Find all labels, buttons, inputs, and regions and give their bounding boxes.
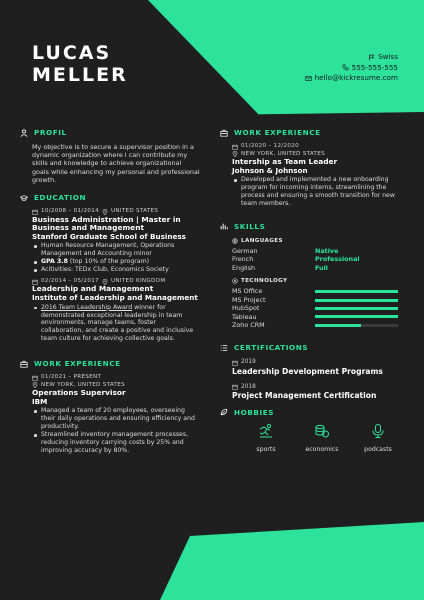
phone-text: 555-555-555 (351, 62, 398, 72)
education-location: UNITED KINGDOM (110, 277, 166, 284)
person-icon (20, 129, 28, 137)
skill-bar-fill (315, 315, 398, 318)
work-dates: 01/2020 – 12/2020 (241, 143, 299, 149)
contact-info (305, 52, 398, 84)
skill-bar-fill (315, 290, 398, 293)
work-experience-right-section (220, 128, 406, 208)
skills-heading (220, 222, 406, 231)
left-column (20, 128, 200, 455)
certification-year-row (232, 358, 406, 366)
skill-bar-fill (315, 307, 398, 310)
podcasts-icon (370, 423, 386, 439)
skills-title: SKILLS (234, 221, 266, 231)
hobbies-heading (220, 408, 406, 417)
technology-name: HubSpot (232, 304, 260, 313)
skill-bar (315, 315, 398, 318)
calendar-icon (232, 360, 238, 366)
first-name: LUCAS (32, 42, 112, 64)
certifications-heading (220, 343, 406, 352)
hobby-label: podcasts (364, 445, 392, 453)
briefcase-icon (220, 129, 228, 137)
language-level: Native (315, 247, 339, 256)
education-degree: Business Administration | Master in Business and Management (32, 214, 181, 233)
work-heading (20, 359, 200, 368)
work-location: NEW YORK, UNITED STATES (41, 381, 125, 388)
right-column (220, 128, 406, 453)
skill-bar (315, 290, 398, 293)
education-item (20, 208, 200, 274)
location-text: Swiss (378, 52, 398, 61)
work-dates-row (32, 374, 200, 382)
calendar-icon (232, 384, 238, 390)
work-company: IBM (32, 396, 48, 406)
technology-name: Zoho CRM (232, 321, 265, 330)
list-item: Streamlined inventory management processes, reducing inventory carrying costs by 25% and improving accuracy by 80%. (32, 431, 200, 455)
hobbies-section (220, 408, 406, 453)
work-position: Operations Supervisor (32, 388, 126, 398)
education-school: Stanford Graduate School of Business (32, 231, 186, 241)
leaf-icon (220, 408, 228, 416)
technology-row (232, 321, 406, 329)
work-title: WORK EXPERIENCE (34, 359, 121, 369)
location-pin-icon (102, 209, 108, 215)
work-location: NEW YORK, UNITED STATES (241, 150, 325, 157)
technology-name: Tableau (232, 312, 257, 321)
language-row (232, 255, 406, 263)
skill-bar-fill (315, 299, 398, 302)
email-text: hello@kickresume.com (314, 73, 398, 82)
bar-chart-icon (220, 222, 228, 230)
hobby-label: economics (305, 445, 339, 453)
award-link[interactable]: 2016 Team Leadership Award (41, 303, 133, 311)
gear-icon (232, 278, 238, 284)
skill-bar (315, 307, 398, 310)
profile-text: My objective is to secure a supervisor position in a dynamic organization where I can contribute my skills and knowledge to achieve organizational goals while enhancing my personal and professional growth. (32, 143, 200, 184)
list-item: Human Resource Management, Operations Management and Accounting minor (32, 242, 200, 258)
language-level: Professional (315, 255, 360, 264)
profile-section (20, 128, 200, 184)
technology-heading (232, 277, 406, 285)
certification-item (220, 383, 406, 400)
skill-bar (315, 299, 398, 302)
language-name: German (232, 247, 258, 256)
languages-group (220, 237, 406, 272)
education-school: Institute of Leadership and Management (32, 293, 198, 303)
technology-row (232, 313, 406, 321)
hobby-label: sports (256, 445, 276, 453)
education-item (20, 278, 200, 343)
flag-icon (368, 54, 375, 61)
certification-year-row (232, 383, 406, 391)
list-item: 2016 Team Leadership Award winner for demonstrated exceptional leadership in team environments, manage teams, foster collaboration, and create a positive and inclusive team culture for achieving collective goals. (32, 304, 200, 344)
work-item (220, 143, 406, 208)
work-company: Johnson & Johnson (232, 165, 308, 175)
work-title: WORK EXPERIENCE (234, 128, 321, 137)
work-dates: 01/2021 – PRESENT (41, 374, 102, 381)
education-dates: 02/2014 – 05/2017 (41, 277, 99, 284)
hobbies-title: HOBBIES (234, 407, 275, 417)
work-heading (220, 128, 406, 137)
certification-name: Leadership Development Programs (232, 366, 383, 376)
technology-row (232, 296, 406, 304)
skill-bar-fill (315, 324, 361, 327)
hobby-item (238, 423, 294, 453)
list-item: Acitivities: TEDx Club, Economics Society (32, 266, 200, 274)
certification-year: 2019 (241, 359, 256, 366)
languages-heading (232, 237, 406, 245)
education-section (20, 193, 200, 343)
list-item: Managed a team of 20 employees, overseeing their daily operations and ensuring efficiency and productivity. (32, 407, 200, 431)
technology-title: TECHNOLOGY (241, 278, 288, 285)
languages-title: LANGUAGES (241, 237, 283, 244)
calendar-icon (32, 209, 38, 215)
candidate-name (32, 42, 128, 86)
profile-title: PROFIL (34, 128, 67, 137)
hobby-item (294, 423, 350, 453)
briefcase-icon (20, 360, 28, 368)
contact-location (305, 52, 398, 63)
language-level: Full (315, 263, 328, 272)
calendar-icon (32, 375, 38, 381)
certification-year: 2018 (241, 383, 256, 390)
technology-name: MS Project (232, 295, 266, 304)
last-name: MELLER (32, 64, 128, 86)
phone-icon (342, 64, 349, 71)
education-heading (20, 193, 200, 202)
work-item (20, 374, 200, 455)
globe-icon (232, 238, 238, 244)
list-item: Developed and implemented a new onboarding program for incoming interns, streamlining the process and ensuring a smooth transition for new team members. (232, 176, 406, 208)
skill-bar (315, 324, 398, 327)
skills-section (220, 222, 406, 330)
work-bullets (232, 176, 406, 208)
education-degree: Leadership and Management (32, 284, 154, 294)
education-location: UNITED STATES (110, 208, 159, 215)
economics-icon (314, 423, 330, 439)
technology-row (232, 287, 406, 295)
work-position: Intership as Team Leader (232, 157, 338, 166)
education-dates: 10/2008 – 01/2014 (41, 208, 99, 215)
hobbies-list (220, 423, 406, 453)
certification-item (220, 358, 406, 375)
certification-name: Project Management Certification (232, 390, 377, 400)
work-dates-row (232, 143, 406, 151)
calendar-icon (232, 144, 238, 150)
graduation-cap-icon (20, 194, 28, 202)
list-icon (220, 344, 228, 352)
education-title: EDUCATION (34, 193, 87, 203)
language-row (232, 264, 406, 272)
hobby-item (350, 423, 406, 453)
sports-icon (258, 423, 274, 439)
education-bullets (32, 304, 200, 344)
language-name: English (232, 263, 256, 272)
certifications-title: CERTIFICATIONS (234, 343, 309, 353)
language-row (232, 247, 406, 255)
work-experience-left-section (20, 359, 200, 455)
mail-icon (305, 75, 312, 82)
technology-group (220, 277, 406, 329)
language-name: French (232, 255, 254, 264)
education-bullets (32, 242, 200, 274)
contact-email[interactable] (305, 73, 398, 84)
work-bullets (32, 407, 200, 454)
list-item: GPA 3.8 (top 10% of the program) (32, 258, 200, 266)
technology-row (232, 304, 406, 312)
profile-heading (20, 128, 200, 137)
contact-phone[interactable] (305, 63, 398, 74)
certifications-section (220, 343, 406, 399)
technology-name: MS Office (232, 287, 263, 296)
